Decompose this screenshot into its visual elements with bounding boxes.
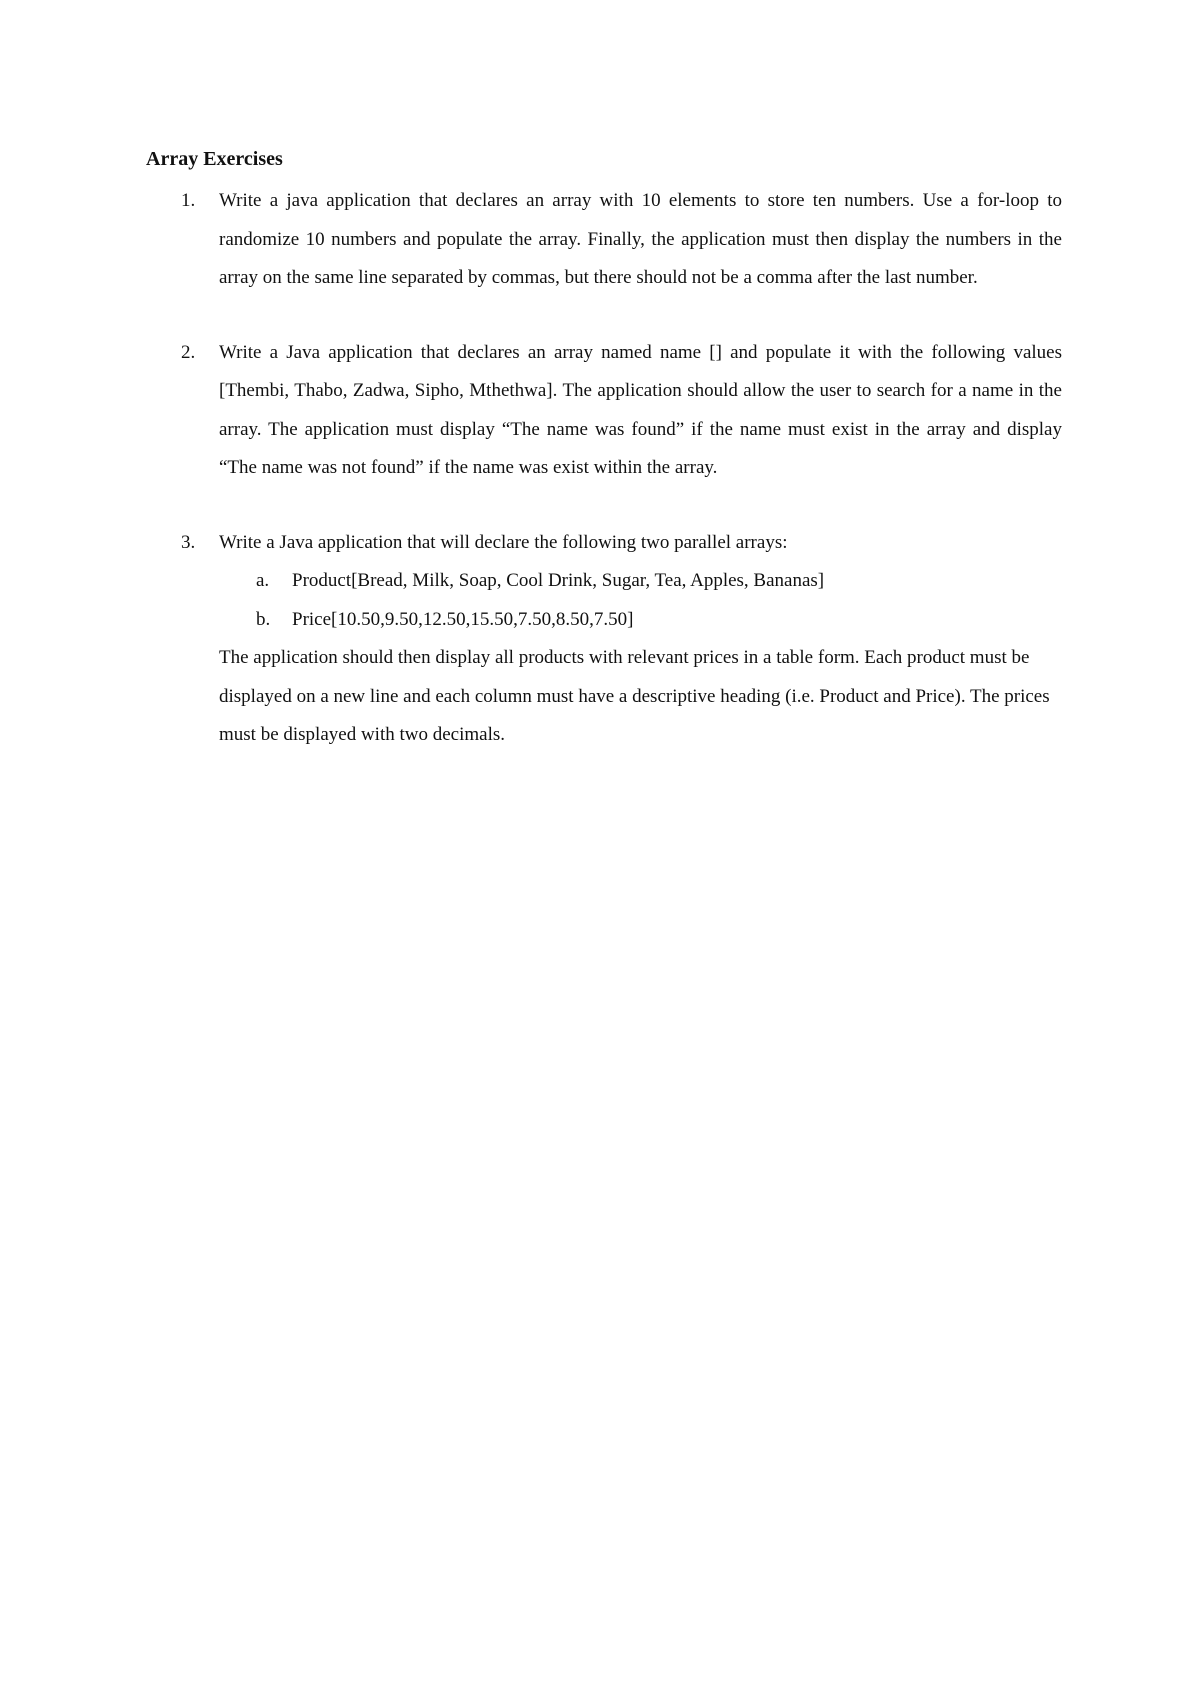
sublist-item-a	[219, 562, 1062, 601]
sublist-text: Product[Bread, Milk, Soap, Cool Drink, Sugar, Tea, Apples, Bananas]	[292, 570, 825, 591]
exercise-sublist	[219, 562, 1062, 639]
sublist-item-b	[219, 601, 1062, 640]
exercise-text: Write a Java application that will declare the following two parallel arrays:	[219, 531, 788, 553]
exercise-number: 1.	[181, 190, 196, 211]
sublist-text: Price[10.50,9.50,12.50,15.50,7.50,8.50,7.50]	[292, 608, 634, 630]
sublist-letter: b.	[256, 608, 271, 630]
exercise-number: 2.	[181, 341, 196, 363]
exercise-text: Write a Java application that declares an array named name [] and populate it with the following values [Thembi, Thabo, Zadwa, Sipho, Mthethwa]. The application should allow the user to search for a name in the array. The application must display “The name was found” if the name must exist in the array and display “The name was not found” if the name was exist within the array.	[219, 341, 1062, 478]
exercise-followup-text: The application should then display all products with relevant prices in a table form. Each product must be displayed on a new line and each column must have a descriptive heading (i.e. Product and Price). The prices must be displayed with two decimals.	[219, 647, 1050, 745]
exercise-item-1	[146, 182, 1062, 298]
document-title: Array Exercises	[146, 148, 283, 170]
exercise-item-2	[146, 334, 1062, 488]
sublist-letter: a.	[256, 570, 270, 591]
exercise-text: Write a java application that declares an array with 10 elements to store ten numbers. Use a for-loop to randomize 10 numbers and populate the array. Finally, the application must then display the numbers in the array on the same line separated by commas, but there should not be a comma after the last number.	[219, 190, 1062, 288]
exercise-number: 3.	[181, 531, 196, 553]
exercise-item-3	[146, 524, 1062, 755]
document-page	[146, 146, 1062, 755]
